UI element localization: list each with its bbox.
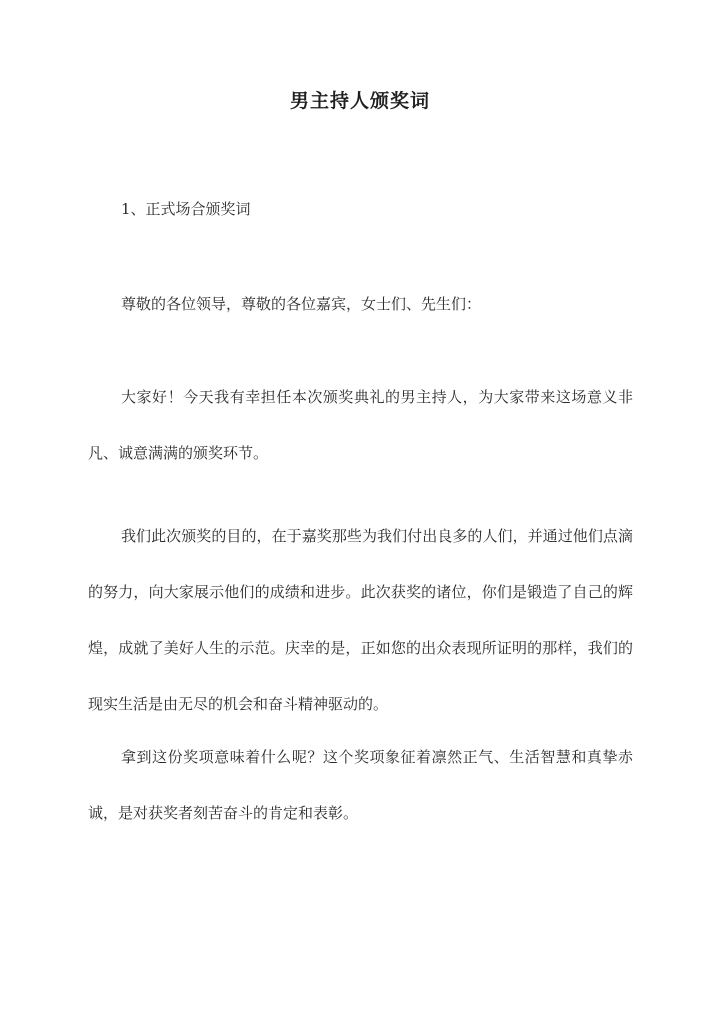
paragraph-greeting: 大家好！今天我有幸担任本次颁奖典礼的男主持人，为大家带来这场意义非凡、诚意满满的颁奖环节。 xyxy=(88,388,633,462)
document-title: 男主持人颁奖词 xyxy=(289,90,430,112)
paragraph-salutation: 尊敬的各位领导，尊敬的各位嘉宾，女士们、先生们： xyxy=(121,295,482,313)
paragraph-meaning: 拿到这份奖项意味着什么呢？这个奖项象征着凛然正气、生活智慧和真挚赤诚，是对获奖者刻苦奋斗的肯定和表彰。 xyxy=(88,748,633,822)
section-heading: 1、正式场合颁奖词 xyxy=(121,200,251,218)
paragraph-purpose: 我们此次颁奖的目的，在于嘉奖那些为我们付出良多的人们，并通过他们点滴的努力，向大家展示他们的成绩和进步。此次获奖的诸位，你们是锻造了自己的辉煌，成就了美好人生的示范。庆幸的是，正如您的出众表现所证明的那样，我们的现实生活是由无尽的机会和奋斗精神驱动的。 xyxy=(88,527,633,713)
